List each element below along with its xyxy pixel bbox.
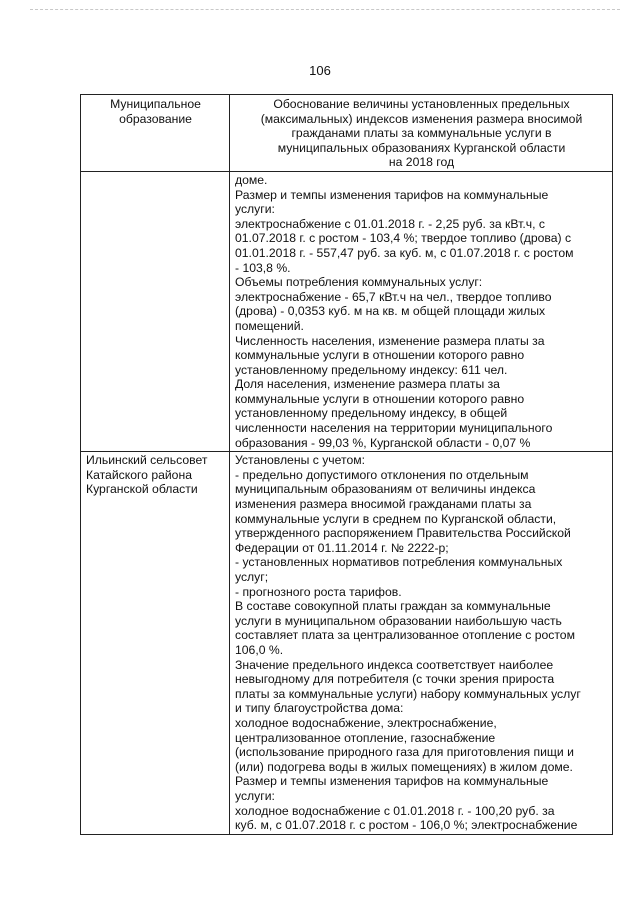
justification-text-line: услуги: bbox=[235, 202, 275, 217]
justification-text-line: и типу благоустройства дома: bbox=[235, 701, 404, 716]
scan-top-edge bbox=[30, 9, 620, 10]
justification-text-line: - прогнозного роста тарифов. bbox=[235, 584, 402, 599]
table-row bbox=[81, 171, 613, 451]
justification-text-line: муниципальным образованиям от величины индекса bbox=[235, 482, 536, 497]
justification-text-line: Размер и темпы изменения тарифов на коммунальные bbox=[235, 774, 549, 789]
header-municipality-line: Муниципальное bbox=[110, 97, 201, 111]
justification-text-line: холодное водоснабжение, электроснабжение, bbox=[235, 715, 497, 730]
justification-cell bbox=[230, 452, 613, 834]
justification-text-line: Значение предельного индекса соответствует наиболее bbox=[235, 657, 554, 672]
justification-text-line: Объемы потребления коммунальных услуг: bbox=[235, 275, 483, 290]
justification-text-line: 01.01.2018 г. - 557,47 руб. за куб. м, с 01.07.2018 г. с ростом bbox=[235, 245, 574, 260]
justification-text-line: изменения размера вносимой гражданами платы за bbox=[235, 497, 532, 512]
justification-text-line: платы за коммунальные услуги) набору коммунальных услуг bbox=[235, 686, 581, 701]
municipality-name-line: Катайского района bbox=[86, 467, 192, 482]
justification-text-line: установленному предельному индексу, в общей bbox=[235, 406, 508, 421]
justification-text-line: электроснабжение - 65,7 кВт.ч на чел., твердое топливо bbox=[235, 289, 552, 304]
justification-text-line: коммунальные услуги в среднем по Курганской области, bbox=[235, 511, 557, 526]
justification-text-line: (дрова) - 0,0353 куб. м на кв. м общей площади жилых bbox=[235, 304, 546, 319]
justification-text-line: куб. м, с 01.07.2018 г. с ростом - 106,0 %; электроснабжение bbox=[235, 818, 578, 833]
justification-text-line: доме. bbox=[235, 172, 268, 187]
municipality-name-line: Ильинский сельсовет bbox=[86, 453, 208, 468]
justification-text-line: (использование природного газа для приготовления пищи и bbox=[235, 745, 574, 760]
justification-text-line: электроснабжение с 01.01.2018 г. - 2,25 руб. за кВт.ч, с bbox=[235, 216, 545, 231]
page-number: 106 bbox=[309, 63, 331, 78]
justification-text-line: численности населения на территории муниципального bbox=[235, 421, 553, 436]
justification-text-line: помещений. bbox=[235, 318, 304, 333]
header-municipality-line: образование bbox=[119, 111, 192, 126]
justification-text-line: 106,0 %. bbox=[235, 642, 284, 657]
justification-text-line: - установленных нормативов потребления коммунальных bbox=[235, 555, 563, 570]
justification-text-line: холодное водоснабжение с 01.01.2018 г. - 100,20 руб. за bbox=[235, 803, 555, 818]
justification-text-line: услуг; bbox=[235, 570, 269, 584]
justification-text-line: - 103,8 %. bbox=[235, 260, 291, 275]
municipality-name-line: Курганской области bbox=[86, 482, 198, 497]
tariff-justification-table bbox=[80, 94, 613, 835]
justification-text-line: установленному предельному индексу: 611 чел. bbox=[235, 362, 508, 377]
justification-text-line: Установлены с учетом: bbox=[235, 453, 365, 468]
justification-text-line: невыгодному для потребителя (с точки зрения прироста bbox=[235, 672, 555, 687]
table-header-row bbox=[81, 95, 613, 172]
justification-text-line: услуги: bbox=[235, 788, 275, 803]
header-municipality bbox=[81, 95, 230, 172]
justification-text-line: утвержденного распоряжением Правительства Российской bbox=[235, 526, 571, 541]
justification-text-line: В составе совокупной платы граждан за коммунальные bbox=[235, 599, 551, 614]
justification-text-line: коммунальные услуги в отношении которого равно bbox=[235, 391, 525, 406]
header-justification-line: гражданами платы за коммунальные услуги в bbox=[291, 126, 552, 141]
justification-cell bbox=[230, 171, 613, 451]
justification-text-line: коммунальные услуги в отношении которого равно bbox=[235, 348, 525, 363]
header-justification bbox=[230, 95, 613, 172]
header-justification-line: (максимальных) индексов изменения размера вносимой bbox=[260, 111, 583, 126]
justification-text-line: услуги в муниципальном образовании наибольшую часть bbox=[235, 613, 562, 628]
justification-text-line: образования - 99,03 %, Курганской области - 0,07 % bbox=[235, 435, 531, 450]
header-justification-line: Обоснование величины установленных предельных bbox=[273, 97, 570, 111]
justification-text-line: 01.07.2018 г. с ростом - 103,4 %; твердое топливо (дрова) с bbox=[235, 231, 572, 246]
header-justification-line: на 2018 год bbox=[388, 155, 455, 170]
justification-text-line: (или) подогрева воды в жилых помещениях) в жилом доме. bbox=[235, 759, 573, 774]
municipality-cell bbox=[81, 452, 230, 834]
municipality-cell bbox=[81, 171, 230, 451]
justification-text-line: Доля населения, изменение размера платы за bbox=[235, 377, 500, 392]
table-row bbox=[81, 452, 613, 834]
justification-text-line: - предельно допустимого отклонения по отдельным bbox=[235, 467, 529, 482]
justification-text-line: Численность населения, изменение размера платы за bbox=[235, 333, 545, 348]
justification-text-line: Размер и темпы изменения тарифов на коммунальные bbox=[235, 187, 549, 202]
justification-text-line: составляет плата за централизованное отопление с ростом bbox=[235, 628, 575, 643]
justification-text-line: Федерации от 01.11.2014 г. № 2222-р; bbox=[235, 540, 449, 555]
justification-text-line: централизованное отопление, газоснабжение bbox=[235, 730, 496, 745]
header-justification-line: муниципальных образованиях Курганской области bbox=[277, 140, 566, 155]
